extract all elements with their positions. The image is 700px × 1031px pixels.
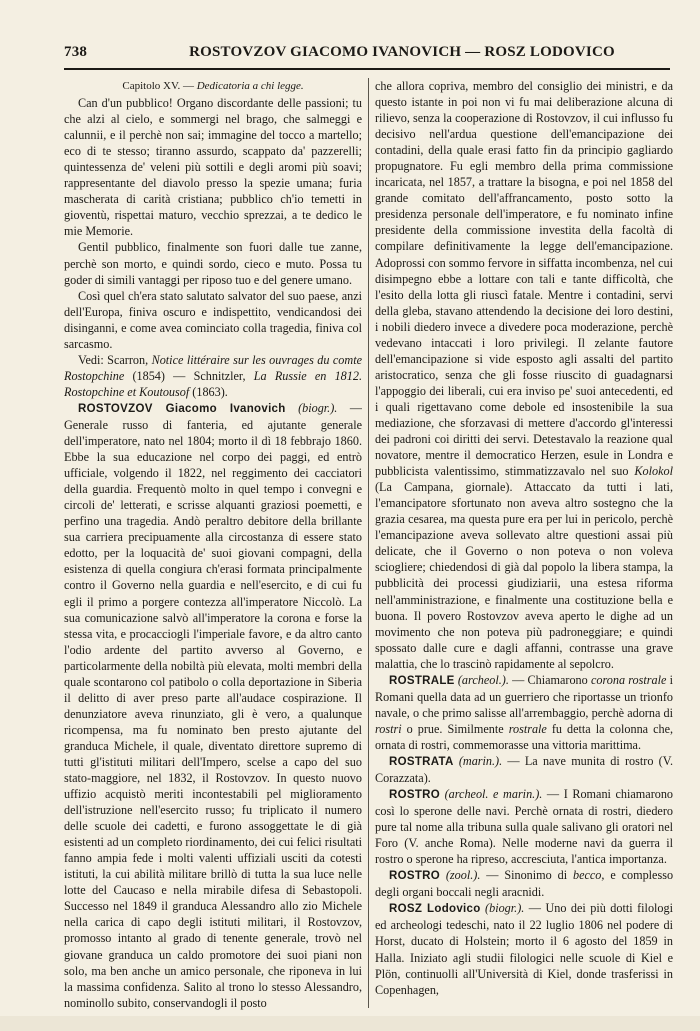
header-rule [64,68,670,70]
term-rostrale: rostrale [508,721,547,736]
entry-body: — I Romani chiamarono così lo sperone delle navi. Perchè ornata di rostri, diedero pure tal nome alla tribuna sulla quale salivano gli oratori nel Foro (V. anche Roma). Nelle moderne navi da guerra il rostro o sperone ha ripreso, accresciuta, l'antica importanza. [375,787,673,867]
term-becco: becco, [572,868,605,883]
bibliography-title-2: La Russie en 1812. Rostopchine et Koutousof [64,368,362,399]
entry-body: o prue. Similmente [406,721,504,736]
page-header [64,44,670,64]
entry-body: — La nave munita di rostro (V. Corazzata). [375,753,673,786]
entry-rostro-archeol [375,786,673,867]
dedication-paragraph-2: Gentil pubblico, finalmente son fuori dalle tue zanne, perchè son morto, e quindi sordo, cieco e muto. Possa tu goder di simili vantaggi per riposo tuo e del genere umano. [64,240,362,287]
entry-body: — Chiamarono [512,672,588,687]
bibliography-mid: (1854) — Schnitzler, [132,368,246,383]
term-rostri: rostri [375,721,402,736]
entry-body: — Sinonimo di [486,868,568,883]
page-bottom-margin [0,1016,700,1031]
bibliography-end: (1863). [192,384,228,399]
headword-rostovzov: ROSTOVZOV Giacomo Ivanovich [78,402,286,415]
page-number: 738 [64,44,88,60]
bibliography-prefix: Vedi: Scarron, [78,352,149,367]
closing-paragraph: Così quel ch'era stato salutato salvator del suo paese, anzi dell'Europa, finiva oscuro e indispettito, vendicandosi dei disinganni, e come avea cominciato colla tragedia, finiva col sarcasmo. [64,288,362,351]
headword-rosz: ROSZ Lodovico [389,903,481,916]
entry-tag: (archeol. e marin.). [444,787,543,802]
entry-body: e complesso degli organi boccali negli aracnidi. [375,868,673,900]
entry-body: i Romani quella data ad un guerriero che riportasse un trionfo navale, o che primo salisse all'arrembaggio, perchè adorna di [375,672,673,720]
continuation-text-b: (La Campana, giornale). Attaccato da tutti i lati, l'emancipatore sfortunato non aveva altro sostegno che la grazia cesarea, ma questa pure era per lui in pericolo, perchè l'emancipazione aveva sollevato altre questioni assai più delicate, che il Governo o non poteva o non voleva sciogliere; chiedendosi di già dal popolo la libera stampa, la pubblicità dei processi giudiziarii, una estesa riforma nell'amministrazione, e finalmente una costituzione bella e buona. Il povero Rostovzov aveva aperto le dighe ad un movimento che non poteva più padroneggiare; e quindi spossato dalle cure e dagli affanni, contrasse una grave malattia, che lo trascinò rapidamente al sepolcro. [375,480,673,671]
bibliography-paragraph [64,352,362,400]
entry-body: — Uno dei più dotti filologi ed archeologi tedeschi, nato il 22 luglio 1806 nel podere di Horst, ducato di Holstein; morto il 6 agosto del 1859 in Halla. Iniziato agli studii filologici nelle scuole di Kiel e Plön, continuolli all'Università di Kiel, donde trasferissi in Copenhagen, [375,901,673,997]
entry-rostrata [375,753,673,786]
headword-rostrata: ROSTRATA [389,755,454,768]
entry-rostro-zool [375,867,673,900]
dedication-paragraph-1: Can d'un pubblico! Organo discordante delle passioni; tu che alzi al cielo, e sommergi nel brago, che salmeggi e calunnii, e il perchè non sai; immagine del tocco a martello; eco di te stesso; tiranno assurdo, scappato da' pazzerelli; quintessenza de' veleni più sottili e degli aromi più soavi; rappresentante del diavolo presso la spezie umana; furia mascherata di carità cristiana; pubblico ch'io temetti in gioventù, rispettai maturo, vecchio sprezzai, a te dedico le mie Memorie. [64,96,362,239]
bibliography-title-1: Notice littéraire sur les ouvrages du comte Rostopchine [64,352,362,383]
right-column [375,78,673,1018]
entry-rostovzov [64,400,362,1011]
entry-tag: (biogr.). [298,400,338,415]
entry-tag: (zool.). [445,868,481,883]
entry-tag: (archeol.). [457,672,509,687]
term-corona-rostrale: corona rostrale [590,672,667,687]
rostovzov-continuation [375,78,673,672]
chapter-label: Capitolo XV. — [122,80,194,92]
entry-rostrale [375,672,673,753]
entry-rosz [375,900,673,997]
column-divider [368,78,369,1008]
continuation-text-a: che allora copriva, membro del consiglio dei ministri, e da questo istante in poi non vi fu mai deliberazione alcuna di rilievo, senza la cooperazione di Rostovzov, il cui influsso fu decisivo nell'ardua questione dell'emancipazione dei contadini, della quale erasi fatto fin da principio gagliardo propugnatore. Fu egli membro della prima commissione incaricata, nel 1857, a trattare la bisogna, e poi nel 1858 del grande comitato dell'affrancamento, posto sotto la presidenza personale dell'imperatore, e fu nominato infine presidente della commissione investita della facoltà di compilare definitivamente la legge dell'emancipazione. Adoprossi con sommo fervore in siffatta incombenza, nel cui disimpegno ebbe a lottare con tali e tante difficoltà, che l'esito della lotta gli riuscì fatale. Mentre i contadini, servi della gleba, stavano attendendo la decisione dei loro destini, i nobili diedero invece a divedere poca moderazione, perchè vedevano intaccati i loro privilegi. Il zelante fautore dell'emancipazione si vide esposto agli assalti del partito aristocratico, senza che gli fosse riuscito di guadagnarsi l'appoggio dei liberali, cui era inviso pe' suoi antecedenti, ed i quali rigettavano come debole ed insostenibile la sua mediazione, che sforzavasi di mettere d'accordo gl'interessi dei padroni coi diritti dei servi. Detestavalo la reazione qual novatore, mentre il democratico Herzen, esule in Londra e pubblicista valentissimo, stimmatizzavalo nel suo [375,79,673,479]
headword-rostrale: ROSTRALE [389,674,455,687]
entry-body: — Generale russo di fanteria, ed ajutante generale dell'imperatore, nato nel 1804; morto il dì 18 febbrajo 1860. Ebbe la sua educazione nel corpo dei paggi, ed entrò ufficiale, volgendo il 1822, nel reggimento dei cacciatori della guardia. Frequentò molto in quel tempo i convegni e circoli de' letterati, e scrisse alquanti graziosi poemetti, e perfino una tragedia. Andò peraltro debitore della brillante sua carriera precipuamente alla circostanza di essere stato edotto, per la loquacità de' suoi giovani compagni, della esistenza di quella congiura ch'erasi formata principalmente contro il Governo nella guardia e nell'esercito, e di cui fu egli il primo a porgere contezza all'imperatore Niccolò. La sua comunicazione salvò all'imperatore la corona e forse la stessa vita, e procacciogli l'imperiale favore, e da altro canto l'odio ardente del partito avverso al Governo, e particolarmente della nobiltà più elevata, molti membri della quale scontarono col patibolo o colla deportazione in Siberia il delitto di aver preso parte all'audace cospirazione. Il denunziatore aveva rinunziato, gli è vero, a qualunque ricompensa, ma fu nominato ben presto ajutante del granduca Michele, il quale, diventato direttore supremo di tutti gl'istituti militari dell'Impero, scelse a capo del suo stato-maggiore, nel 1832, il Rostovzov. In questo nuovo uffizio acquistò meriti incontestabili pel miglioramento dell'istruzione nell'esercito russo; fu triplicato il numero delle scuole dei cadetti, e furono assoggettate le di già esistenti ad un completo riordinamento, dei cui felici risultati fanno ampia fede i molti valenti uffiziali usciti da cotesti istituti, la cui abilità militare brillò di tutta la sua luce nelle lotte del Caucaso e nella mirabile difesa di Sebastopoli. Successo nel 1849 il granduca Alessandro allo zio Michele nella carica di capo degli istituti militari, il Rostovzov, promosso intanto al grado di tenente generale, trovò nel giovane granduca un caldo promotore dei suoi piani non solo, ma ben anche un amico personale, che riponeva in lui la massima confidenza. Salito al trono lo stesso Alessandro, nominollo subito, conservandogli il posto [64,400,362,1010]
kolokol-title: Kolokol [634,464,673,479]
headword-rostro: ROSTRO [389,789,440,802]
entry-body: fu detta la colonna che, ornata di rostri, commemorasse una vittoria marittima. [375,721,673,752]
chapter-title: Dedicatoria a chi legge. [196,80,304,92]
headword-rostro-zool: ROSTRO [389,870,440,883]
chapter-heading [64,78,362,94]
entry-tag: (biogr.). [485,901,525,916]
running-head: ROSTOVZOV GIACOMO IVANOVICH — ROSZ LODOVICO [189,44,615,60]
left-column [64,78,362,1018]
entry-tag: (marin.). [458,753,503,768]
